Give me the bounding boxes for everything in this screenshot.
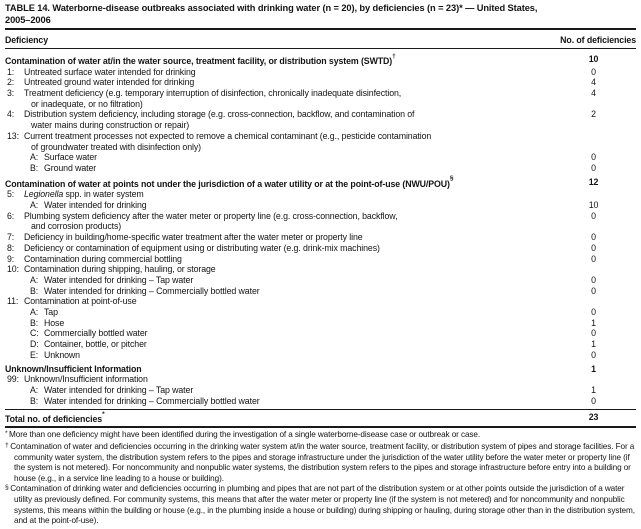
deficiency-cell: C: Commercially bottled water — [30, 328, 148, 339]
count-cell: 0 — [591, 285, 596, 296]
table-row — [5, 88, 636, 109]
deficiency-cell: 10: Contamination during shipping, hauling, or storage — [7, 264, 216, 275]
table-row — [5, 296, 636, 307]
table-row — [5, 264, 636, 275]
footnote: * More than one deficiency might have been identified during the investigation of a single waterborne-disease case or outbreak or case. — [5, 430, 481, 440]
footnote-reference-mark: * — [102, 410, 105, 418]
row-number: B: — [30, 317, 39, 328]
count-cell: 23 — [588, 412, 599, 423]
row-number: A: — [30, 152, 39, 163]
table-row — [5, 77, 636, 88]
table-row — [5, 211, 636, 232]
table-row — [5, 189, 636, 200]
table-row — [5, 328, 636, 339]
table-row — [5, 152, 636, 163]
table-title — [5, 3, 636, 30]
table-row — [5, 163, 636, 174]
count-cell: 0 — [591, 328, 596, 339]
row-number: 4: — [7, 109, 15, 120]
deficiency-cell: 1: Untreated surface water intended for drinking — [7, 66, 196, 77]
column-header-deficiency: Deficiency — [5, 35, 49, 45]
deficiency-cell: A: Surface water — [30, 152, 97, 163]
table-row — [5, 374, 636, 385]
deficiency-cell: 9: Contamination during commercial bottling — [7, 253, 182, 264]
footnote: § Contamination of drinking water and deficiencies occurring in plumbing and pipes that are not part of the distribution system or at other points outside the jurisdiction of a water utility as previously defined. For community systems, this means that after the water meter or property line (if the system is not metered) and for noncommunity and nonpublic systems, this means within the building or house (e.g., in the plumbing inside a house or building) during shipping or hauling, during storage other than in the distribution system, and at the point-of-use). — [5, 483, 635, 525]
count-cell: 0 — [591, 242, 596, 253]
deficiency-cell: 8: Deficiency or contamination of equipment using or distributing water (e.g. drink-mix machines) — [7, 242, 380, 253]
count-cell: 10 — [588, 199, 599, 210]
table-row — [5, 286, 636, 297]
table-row — [5, 275, 636, 286]
count-cell: 0 — [591, 66, 596, 77]
row-number: 3: — [7, 88, 15, 99]
deficiency-cell: 13: Current treatment processes not expected to remove a chemical contaminant (e.g., pesticide contamination of groundwater treated with disinfection only) — [5, 131, 551, 152]
deficiency-cell: B: Water intended for drinking – Commercially bottled water — [30, 285, 260, 296]
deficiency-cell: D: Container, bottle, or pitcher — [30, 339, 147, 350]
count-cell: 0 — [591, 395, 596, 406]
deficiency-continuation-line: and corrosion products) — [31, 221, 122, 232]
deficiency-cell: 11: Contamination at point-of-use — [7, 296, 137, 307]
count-cell: 0 — [591, 232, 596, 243]
table-row — [5, 243, 636, 254]
deficiency-cell: 2: Untreated ground water intended for drinking — [7, 77, 195, 88]
count-cell: 0 — [591, 307, 596, 318]
count-cell: 0 — [591, 253, 596, 264]
row-number: 5: — [7, 189, 15, 200]
table-title-line1: TABLE 14. Waterborne-disease outbreaks associated with drinking water (n = 20), by deficiencies (n = 23)* — United States, — [5, 3, 538, 13]
row-number: D: — [30, 339, 39, 350]
deficiency-cell: Total no. of deficiencies* — [5, 410, 105, 425]
count-cell: 0 — [591, 274, 596, 285]
table-row — [5, 364, 636, 375]
deficiency-cell: E: Unknown — [30, 349, 80, 360]
table-row — [5, 232, 636, 243]
row-number: 13: — [7, 130, 19, 141]
deficiency-cell: B: Hose — [30, 317, 65, 328]
row-number: A: — [30, 274, 39, 285]
count-cell: 1 — [591, 339, 596, 350]
footnote-marker: * — [5, 430, 8, 438]
footnote-marker: § — [5, 483, 9, 491]
deficiency-cell: Contamination of water at points not under the jurisdiction of a water utility or at the point-of-use (NWU/POU)§ — [5, 175, 454, 189]
count-cell: 1 — [591, 317, 596, 328]
table-title-line2: 2005–2006 — [5, 14, 51, 25]
table-row — [5, 131, 636, 152]
table-row — [5, 109, 636, 130]
footnote-marker: † — [5, 441, 9, 449]
row-number: 6: — [7, 210, 15, 221]
row-number: C: — [30, 328, 39, 339]
column-header-count: No. of deficiencies — [560, 35, 636, 45]
deficiency-cell: A: Tap — [30, 307, 58, 318]
count-cell: 0 — [591, 210, 596, 221]
table-row — [5, 396, 636, 407]
footnote: † Contamination of water and deficiencies occurring in the drinking water system at/in the water source, treatment facility, or distribution system of pipes and storage facilities. For a community water system, the distribution system refers to the pipes and storage infrastructure under the jurisdiction of the water utility before the water meter or property line (if the system is not metered). For noncommunity and nonpublic water systems, the distribution system refers to the pipes and storage infrastructure before entry into a building or house (e.g., in a service line leading to a house or building). — [5, 441, 635, 483]
table-row — [5, 409, 636, 425]
table-row — [5, 67, 636, 78]
count-cell: 1 — [591, 384, 596, 395]
deficiency-cell: B: Water intended for drinking – Commercially bottled water — [30, 395, 260, 406]
count-cell: 2 — [591, 109, 596, 120]
deficiency-cell: A: Water intended for drinking — [30, 199, 147, 210]
count-cell: 0 — [591, 349, 596, 360]
table-row — [5, 318, 636, 329]
footnote-reference-mark: † — [392, 52, 396, 60]
row-number: A: — [30, 307, 39, 318]
row-number: B: — [30, 162, 39, 173]
count-cell: 10 — [588, 54, 599, 64]
footnotes — [5, 428, 636, 526]
row-number: 10: — [7, 264, 19, 275]
deficiency-cell: Contamination of water at/in the water source, treatment facility, or distribution system (SWTD)† — [5, 52, 396, 66]
deficiency-cell: A: Water intended for drinking – Tap water — [30, 384, 194, 395]
row-number: 11: — [7, 296, 19, 307]
footnote-reference-mark: § — [449, 175, 454, 183]
deficiency-cell: 3: Treatment deficiency (e.g. temporary interruption of disinfection, chronically inadequate disinfection, or inadequate, or no filtration) — [5, 88, 551, 109]
count-cell: 1 — [591, 363, 596, 374]
count-cell: 4 — [591, 88, 596, 99]
count-cell: 12 — [588, 176, 599, 187]
italic-genus-name: Legionella — [24, 189, 64, 200]
row-number: A: — [30, 384, 39, 395]
table-row — [5, 339, 636, 350]
count-cell: 0 — [591, 152, 596, 163]
row-number: A: — [30, 199, 39, 210]
deficiency-cell: 7: Deficiency in building/home-specific water treatment after the water meter or property line — [7, 232, 363, 243]
table-row — [5, 200, 636, 211]
deficiency-cell: Unknown/Insufficient Information — [5, 363, 142, 374]
deficiency-cell: 5: Legionella spp. in water system — [7, 189, 144, 200]
column-header-row — [5, 30, 636, 49]
deficiency-cell: 6: Plumbing system deficiency after the water meter or property line (e.g. cross-connection, backflow, and corrosion products) — [5, 211, 551, 232]
deficiency-cell: 99: Unknown/Insufficient information — [7, 374, 148, 385]
count-cell: 0 — [591, 162, 596, 173]
table-row — [5, 350, 636, 361]
deficiency-continuation-line: water mains during construction or repair) — [31, 120, 190, 131]
table-row — [5, 54, 636, 67]
deficiency-cell: B: Ground water — [30, 162, 97, 173]
row-number: 99: — [7, 374, 19, 385]
row-number: B: — [30, 285, 39, 296]
deficiency-cell: 4: Distribution system deficiency, including storage (e.g. cross-connection, backflow, and contamination of water mains during construction or repair) — [5, 109, 551, 130]
table-row — [5, 385, 636, 396]
table-body — [5, 49, 636, 428]
table-row — [5, 254, 636, 265]
deficiency-cell: A: Water intended for drinking – Tap water — [30, 274, 194, 285]
table-row — [5, 177, 636, 190]
row-number: 1: — [7, 66, 15, 77]
deficiency-continuation-line: or inadequate, or no filtration) — [31, 98, 143, 109]
row-number: 9: — [7, 253, 15, 264]
deficiency-continuation-line: of groundwater treated with disinfection only) — [31, 141, 201, 152]
table-row — [5, 307, 636, 318]
row-number: E: — [30, 349, 39, 360]
row-number: B: — [30, 395, 39, 406]
row-number: 8: — [7, 242, 15, 253]
row-number: 2: — [7, 77, 15, 88]
count-cell: 4 — [591, 77, 596, 88]
row-number: 7: — [7, 232, 15, 243]
